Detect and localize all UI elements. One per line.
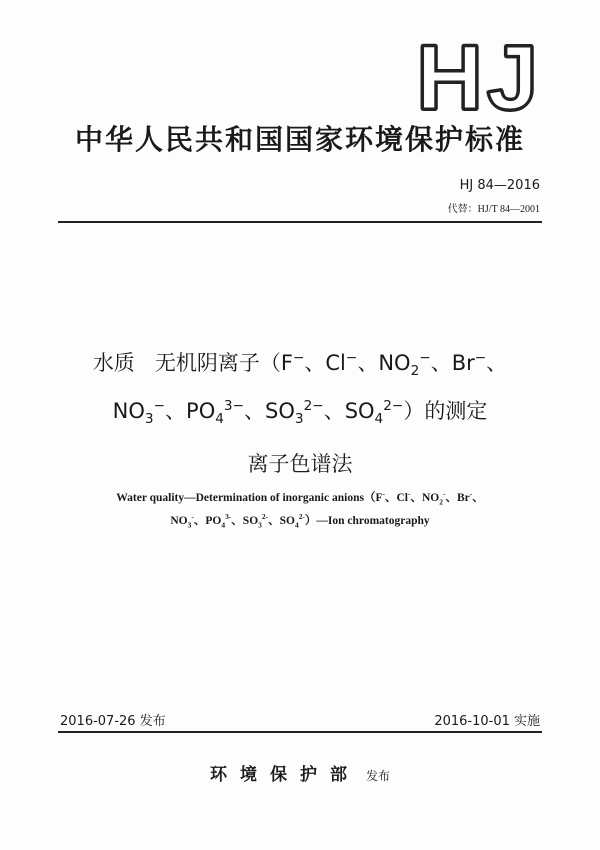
english-title-line-2: $NO_3^-$、$PO_4^{3-}$、$SO_3^{2-}$、$SO_4^{2-})—Ion$ chromatography (170, 512, 430, 530)
hj-logo: HJ (416, 27, 542, 129)
top-divider (58, 221, 542, 223)
replaces-standard: 代替：HJ/T 84—2001 (447, 204, 540, 215)
implement-date: 2016-10-01 实施 (434, 714, 540, 729)
issuing-department: 环境保护部 (210, 765, 361, 785)
title-method: 离子色谱法 (247, 452, 353, 476)
title-line-2: $NO_3^-$、$PO_4^{3-}$、$SO_3^{2-}$、$SO_4^{2-}$）的测定 (112, 398, 488, 428)
english-title-line-1: Water quality—Determination of inorganic anions（F-、Cl-、$NO_2^-$、Br-、 (116, 489, 484, 507)
publish-date: 2016-07-26 发布 (60, 714, 166, 729)
issue-action: 发布 (365, 769, 390, 783)
title-line-1: 水质 无机阴离子（F−、Cl−、$NO_2^-$、Br−、 (92, 350, 508, 380)
issuer (0, 760, 600, 785)
organization-title: 中华人民共和国国家环境保护标准 (74, 123, 525, 156)
standard-number: HJ 84—2016 (459, 178, 540, 193)
bottom-divider (58, 731, 542, 733)
